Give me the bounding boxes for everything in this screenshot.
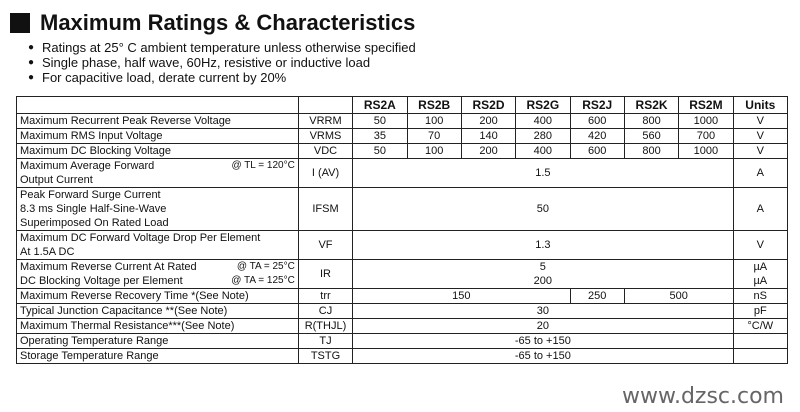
- value-cell: 50: [353, 188, 733, 231]
- unit-cell: nS: [733, 289, 787, 304]
- table-row: [17, 260, 788, 289]
- param-symbol: VDC: [298, 144, 352, 159]
- param-symbol: TJ: [298, 334, 352, 349]
- value-cell: 250: [570, 289, 624, 304]
- table-row: [17, 289, 788, 304]
- param-symbol: VRRM: [298, 114, 352, 129]
- label-line: [20, 274, 295, 288]
- value-cell: 30: [353, 304, 733, 319]
- value-cell: 200: [461, 114, 515, 129]
- table-row: [17, 349, 788, 364]
- column-header: RS2M: [679, 97, 733, 114]
- value-cell: 50: [353, 144, 407, 159]
- label-line: Peak Forward Surge Current: [20, 189, 161, 201]
- value-cell: 200: [461, 144, 515, 159]
- param-label: Typical Junction Capacitance **(See Note): [17, 304, 299, 319]
- column-header: RS2D: [461, 97, 515, 114]
- label-text: Maximum Reverse Current At Rated: [20, 261, 197, 273]
- table-row: [17, 144, 788, 159]
- label-line: Output Current: [20, 174, 93, 186]
- value-cell: 800: [624, 144, 678, 159]
- value-cell: 400: [516, 114, 570, 129]
- param-label: Maximum Recurrent Peak Reverse Voltage: [17, 114, 299, 129]
- value-cell: 35: [353, 129, 407, 144]
- unit-cell: [733, 260, 787, 289]
- column-header: RS2J: [570, 97, 624, 114]
- unit-cell: °C/W: [733, 319, 787, 334]
- value-cell: 1000: [679, 144, 733, 159]
- value-cell: 700: [679, 129, 733, 144]
- section-heading: [10, 10, 415, 36]
- label-line: Maximum Average Forward: [20, 160, 155, 172]
- value-cell: 420: [570, 129, 624, 144]
- value-line: 200: [533, 275, 553, 287]
- value-cell: 140: [461, 129, 515, 144]
- param-symbol: VRMS: [298, 129, 352, 144]
- value-cell: 70: [407, 129, 461, 144]
- unit-line: µA: [753, 275, 768, 287]
- value-cell: 100: [407, 144, 461, 159]
- unit-cell: V: [733, 114, 787, 129]
- param-symbol: TSTG: [298, 349, 352, 364]
- table-row: [17, 319, 788, 334]
- value-cell: 560: [624, 129, 678, 144]
- column-header: RS2A: [353, 97, 407, 114]
- table-row: [17, 304, 788, 319]
- table-row: [17, 129, 788, 144]
- param-symbol: R(THJL): [298, 319, 352, 334]
- ratings-table: [16, 96, 788, 364]
- notes-list: [28, 40, 416, 85]
- table-row: [17, 114, 788, 129]
- label-line: Maximum DC Forward Voltage Drop Per Element: [20, 232, 261, 244]
- param-symbol: trr: [298, 289, 352, 304]
- value-cell: 500: [624, 289, 733, 304]
- column-header: RS2K: [624, 97, 678, 114]
- value-cell: 50: [353, 114, 407, 129]
- table-row: [17, 159, 788, 188]
- table-row: [17, 334, 788, 349]
- value-cell: 800: [624, 114, 678, 129]
- value-cell: 100: [407, 114, 461, 129]
- column-header: Units: [733, 97, 787, 114]
- unit-cell: A: [733, 188, 787, 231]
- condition-text: @ TA = 25°C: [236, 261, 295, 272]
- value-cell: 1.5: [353, 159, 733, 188]
- unit-cell: [733, 349, 787, 364]
- unit-cell: pF: [733, 304, 787, 319]
- column-header: RS2G: [516, 97, 570, 114]
- header-blank: [298, 97, 352, 114]
- value-cell: 600: [570, 144, 624, 159]
- param-label: Maximum Thermal Resistance***(See Note): [17, 319, 299, 334]
- label-line: [20, 260, 295, 274]
- value-cell: 1000: [679, 114, 733, 129]
- param-label: [17, 188, 299, 231]
- note-item: ● For capacitive load, derate current by 20%: [28, 70, 416, 85]
- param-label: Maximum Reverse Recovery Time *(See Note): [17, 289, 299, 304]
- value-line: 5: [539, 261, 546, 273]
- value-cell: 280: [516, 129, 570, 144]
- table-row: [17, 188, 788, 231]
- condition-text: @ TL = 120°C: [231, 160, 295, 171]
- note-item: ● Ratings at 25° C ambient temperature unless otherwise specified: [28, 40, 416, 55]
- label-line: 8.3 ms Single Half-Sine-Wave: [20, 203, 167, 215]
- param-label: Maximum DC Blocking Voltage: [17, 144, 299, 159]
- header-blank: [17, 97, 299, 114]
- param-symbol: VF: [298, 231, 352, 260]
- unit-cell: V: [733, 144, 787, 159]
- label-text: DC Blocking Voltage per Element: [20, 275, 183, 287]
- label-line: Superimposed On Rated Load: [20, 217, 169, 229]
- param-symbol: IR: [298, 260, 352, 289]
- value-cell: [353, 260, 733, 289]
- param-label: [17, 159, 299, 188]
- column-header: RS2B: [407, 97, 461, 114]
- unit-line: µA: [753, 261, 768, 273]
- label-line: At 1.5A DC: [20, 246, 75, 258]
- condition-text: @ TA = 125°C: [231, 275, 295, 286]
- unit-cell: A: [733, 159, 787, 188]
- param-label: Operating Temperature Range: [17, 334, 299, 349]
- param-label: [17, 260, 299, 289]
- watermark-text: www.dzsc.com: [618, 383, 788, 410]
- unit-cell: [733, 334, 787, 349]
- table-row: [17, 231, 788, 260]
- value-cell: -65 to +150: [353, 349, 733, 364]
- param-label: Maximum RMS Input Voltage: [17, 129, 299, 144]
- unit-cell: V: [733, 231, 787, 260]
- value-cell: 600: [570, 114, 624, 129]
- param-symbol: IFSM: [298, 188, 352, 231]
- param-label: Storage Temperature Range: [17, 349, 299, 364]
- note-item: ● Single phase, half wave, 60Hz, resistive or inductive load: [28, 55, 416, 70]
- header-row: [17, 97, 788, 114]
- value-cell: 20: [353, 319, 733, 334]
- value-cell: -65 to +150: [353, 334, 733, 349]
- param-symbol: I (AV): [298, 159, 352, 188]
- heading-square-icon: [10, 13, 30, 33]
- page-title: Maximum Ratings & Characteristics: [40, 10, 416, 35]
- unit-cell: V: [733, 129, 787, 144]
- param-label: [17, 231, 299, 260]
- value-cell: 150: [353, 289, 570, 304]
- value-cell: 1.3: [353, 231, 733, 260]
- param-symbol: CJ: [298, 304, 352, 319]
- value-cell: 400: [516, 144, 570, 159]
